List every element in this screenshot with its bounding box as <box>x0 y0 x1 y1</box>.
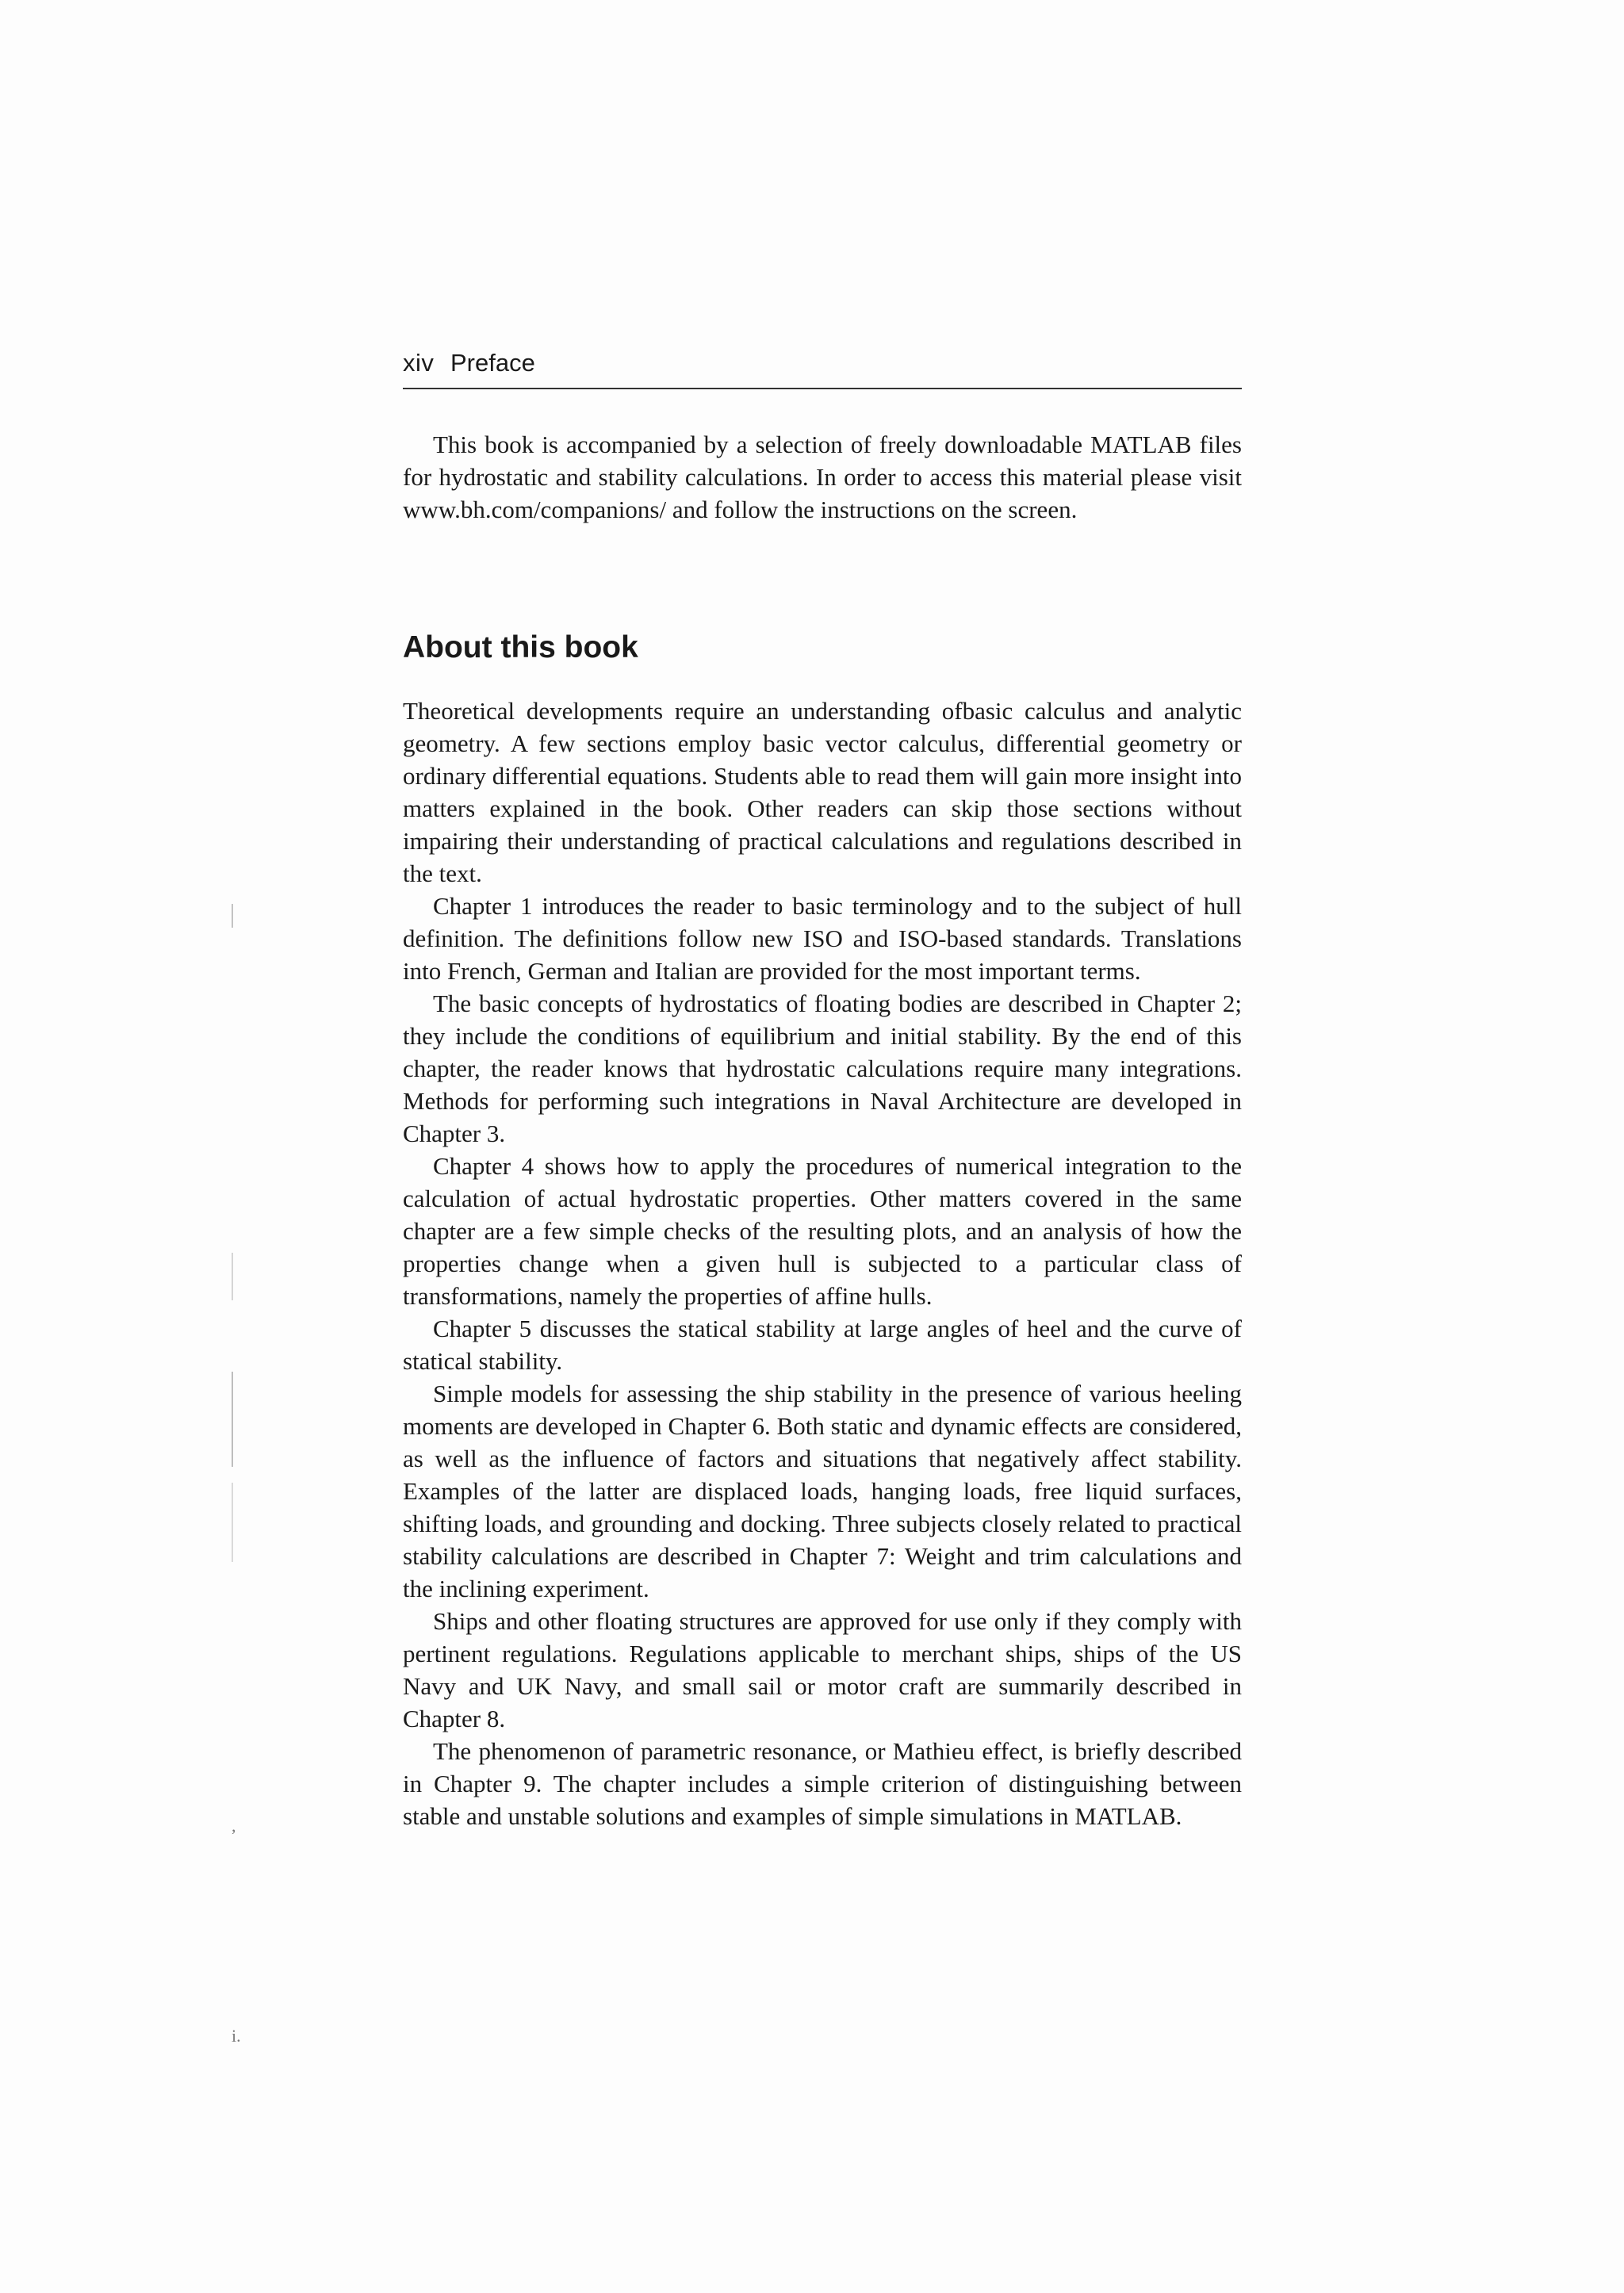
running-head-section: Preface <box>450 349 535 377</box>
scan-artifact-mark <box>232 1483 233 1562</box>
section-heading: About this book <box>403 630 638 664</box>
intro-block <box>403 428 1242 526</box>
paragraph-prerequisites: Theoretical developments require an understanding ofbasic calculus and analytic geometry. A few sections employ basic vector calculus, differential geometry or ordinary differential equations. Students able to read them will gain more insight into matters explained in the book. Other readers can skip those sections without impairing their understanding of practical calculations and regulations described in the text. <box>403 697 1242 887</box>
intro-text-before-url: This book is accompanied by a selection of freely downloadable MATLAB files for hydrostatic and stability calculations. In order to access this material please visit <box>403 431 1242 491</box>
paragraph-chapters-6-7: Simple models for assessing the ship stability in the presence of various heeling moments are developed in Chapter 6. Both static and dynamic effects are considered, as well as the influence of factors and situations that negatively affect stability. Examples of the latter are displaced loads, hanging loads, free liquid surfaces, shifting loads, and grounding and docking. Three subjects closely related to practical stability calculations are described in Chapter 7: Weight and trim calculations and the inclining experiment. <box>403 1380 1242 1602</box>
scan-artifact-mark <box>232 1253 233 1300</box>
paragraph-chapter-5: Chapter 5 discusses the statical stability at large angles of heel and the curve of statical stability. <box>403 1315 1242 1375</box>
paragraph-chapter-1: Chapter 1 introduces the reader to basic terminology and to the subject of hull definition. The definitions follow new ISO and ISO-based standards. Translations into French, German and Italian are provided for the most important terms. <box>403 892 1242 985</box>
header-rule <box>403 388 1242 389</box>
paragraph-chapter-8: Ships and other floating structures are approved for use only if they comply with pertinent regulations. Regulations applicable to merchant ships, ships of the US Navy and UK Navy, and small sail or motor craft are summarily described in Chapter 8. <box>403 1607 1242 1732</box>
intro-text-after-url: and follow the instructions on the screen. <box>666 496 1078 523</box>
companion-url-link[interactable]: www.bh.com/companions/ <box>403 496 667 523</box>
paragraph-chapters-2-3: The basic concepts of hydrostatics of floating bodies are described in Chapter 2; they include the conditions of equilibrium and initial stability. By the end of this chapter, the reader knows that hydrostatic calculations require many integrations. Methods for performing such integrations in Naval Architecture are developed in Chapter 3. <box>403 990 1242 1147</box>
scan-artifact-mark <box>232 904 233 928</box>
scan-artifact-speck: i. <box>232 2026 241 2046</box>
intro-paragraph <box>403 428 1242 526</box>
about-section-body <box>403 695 1242 1832</box>
paragraph-chapter-4: Chapter 4 shows how to apply the procedures of numerical integration to the calculation of actual hydrostatic properties. Other matters covered in the same chapter are a few simple checks of the resulting plots, and an analysis of how the properties change when a given hull is subjected to a particular class of transformations, namely the properties of affine hulls. <box>403 1152 1242 1310</box>
scan-artifact-speck: , <box>232 1816 236 1836</box>
paragraph-chapter-9: The phenomenon of parametric resonance, or Mathieu effect, is briefly described in Chapter 9. The chapter includes a simple criterion of distinguishing between stable and unstable solutions and examples of simple simulations in MATLAB. <box>403 1737 1242 1830</box>
running-head <box>403 349 1243 390</box>
scan-artifact-mark <box>232 1372 233 1467</box>
page-number: xiv <box>403 349 435 377</box>
